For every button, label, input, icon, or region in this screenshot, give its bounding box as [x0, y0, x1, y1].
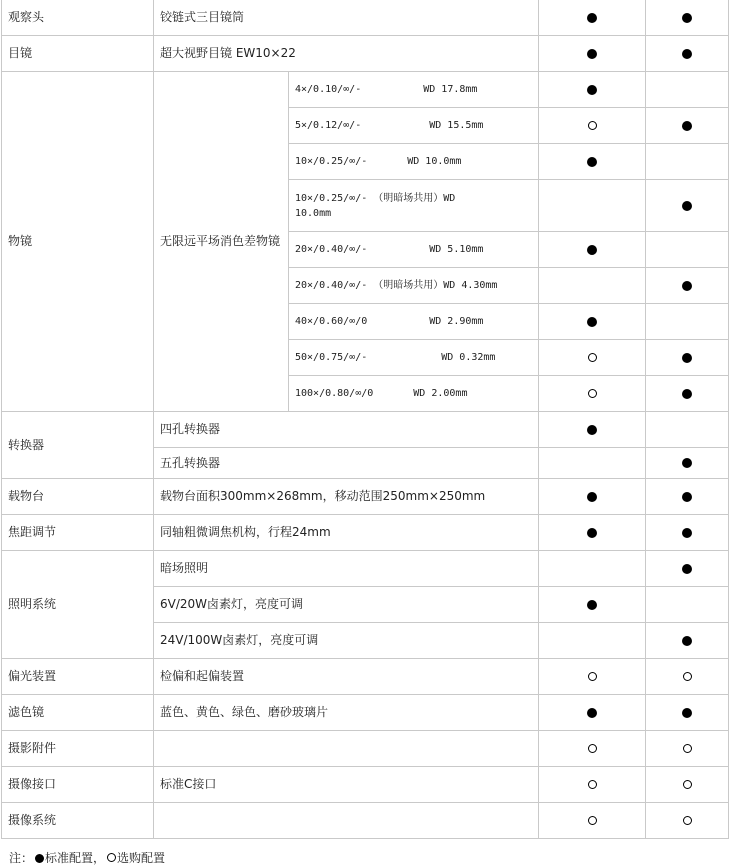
item-cell: 超大视野目镜 EW10×22 — [154, 36, 539, 72]
item-cell: 无限远平场消色差物镜 — [154, 72, 289, 412]
model2-mark — [646, 144, 729, 180]
category-cell: 摄像系统 — [2, 803, 154, 839]
optional-circle-icon — [107, 853, 116, 862]
optional-circle-icon — [588, 389, 597, 398]
model1-mark — [539, 587, 646, 623]
note-standard: 标准配置， — [45, 851, 106, 865]
lens-spec: 10×/0.25/∞/- WD 10.0mm — [289, 144, 539, 180]
item-cell: 检偏和起偏装置 — [154, 659, 539, 695]
model2-mark — [646, 36, 729, 72]
legend-note — [9, 849, 165, 866]
model2-mark — [646, 551, 729, 587]
standard-dot-icon — [682, 121, 692, 131]
standard-dot-icon — [682, 49, 692, 59]
note-optional: 选购配置 — [117, 851, 166, 865]
item-cell: 铰链式三目镜筒 — [154, 0, 539, 36]
model2-mark — [646, 232, 729, 268]
item-cell: 四孔转换器 — [154, 412, 539, 448]
optional-circle-icon — [588, 816, 597, 825]
model1-mark — [539, 731, 646, 767]
standard-dot-icon — [587, 13, 597, 23]
spec-table — [1, 0, 729, 839]
lens-spec: 20×/0.40/∞/- WD 5.10mm — [289, 232, 539, 268]
model2-mark — [646, 767, 729, 803]
table-row — [2, 36, 729, 72]
item-cell — [154, 803, 539, 839]
model1-mark — [539, 767, 646, 803]
lens-spec: 10×/0.25/∞/- （明暗场共用）WD 10.0mm — [289, 180, 539, 232]
category-cell: 照明系统 — [2, 551, 154, 659]
model1-mark — [539, 340, 646, 376]
table-row — [2, 412, 729, 448]
item-cell: 24V/100W卤素灯，亮度可调 — [154, 623, 539, 659]
category-cell: 目镜 — [2, 36, 154, 72]
model2-mark — [646, 659, 729, 695]
optional-circle-icon — [588, 744, 597, 753]
item-cell: 6V/20W卤素灯，亮度可调 — [154, 587, 539, 623]
model2-mark — [646, 108, 729, 144]
model1-mark — [539, 623, 646, 659]
model1-mark — [539, 72, 646, 108]
model2-mark — [646, 479, 729, 515]
standard-dot-icon — [682, 528, 692, 538]
optional-circle-icon — [588, 353, 597, 362]
standard-dot-icon — [682, 708, 692, 718]
model2-mark — [646, 623, 729, 659]
model2-mark — [646, 803, 729, 839]
category-cell: 载物台 — [2, 479, 154, 515]
model2-mark — [646, 412, 729, 448]
model1-mark — [539, 304, 646, 340]
table-row — [2, 72, 729, 108]
table-row — [2, 731, 729, 767]
optional-circle-icon — [588, 672, 597, 681]
standard-dot-icon — [587, 157, 597, 167]
model2-mark — [646, 180, 729, 232]
standard-dot-icon — [682, 389, 692, 399]
standard-dot-icon — [682, 636, 692, 646]
item-cell: 五孔转换器 — [154, 448, 539, 479]
model1-mark — [539, 695, 646, 731]
standard-dot-icon — [682, 458, 692, 468]
model1-mark — [539, 36, 646, 72]
note-prefix: 注： — [9, 851, 34, 865]
optional-circle-icon — [683, 672, 692, 681]
category-cell: 观察头 — [2, 0, 154, 36]
lens-spec: 50×/0.75/∞/- WD 0.32mm — [289, 340, 539, 376]
model2-mark — [646, 448, 729, 479]
model1-mark — [539, 108, 646, 144]
model2-mark — [646, 515, 729, 551]
optional-circle-icon — [683, 816, 692, 825]
standard-dot-icon — [587, 49, 597, 59]
model1-mark — [539, 376, 646, 412]
item-cell: 蓝色、黄色、绿色、磨砂玻璃片 — [154, 695, 539, 731]
item-cell: 载物台面积300mm×268mm，移动范围250mm×250mm — [154, 479, 539, 515]
model2-mark — [646, 340, 729, 376]
item-cell: 暗场照明 — [154, 551, 539, 587]
table-row — [2, 0, 729, 36]
optional-circle-icon — [588, 121, 597, 130]
model1-mark — [539, 232, 646, 268]
standard-dot-icon — [682, 281, 692, 291]
category-cell: 焦距调节 — [2, 515, 154, 551]
standard-dot-icon — [587, 85, 597, 95]
model2-mark — [646, 695, 729, 731]
standard-dot-icon — [587, 528, 597, 538]
model2-mark — [646, 72, 729, 108]
standard-dot-icon — [682, 13, 692, 23]
model1-mark — [539, 515, 646, 551]
model1-mark — [539, 551, 646, 587]
category-cell: 摄像接口 — [2, 767, 154, 803]
table-row — [2, 515, 729, 551]
category-cell: 摄影附件 — [2, 731, 154, 767]
table-row — [2, 695, 729, 731]
table-row — [2, 479, 729, 515]
standard-dot-icon — [682, 201, 692, 211]
optional-circle-icon — [683, 780, 692, 789]
optional-circle-icon — [683, 744, 692, 753]
model1-mark — [539, 412, 646, 448]
standard-dot-icon — [35, 854, 44, 863]
table-row — [2, 551, 729, 587]
lens-spec: 100×/0.80/∞/0 WD 2.00mm — [289, 376, 539, 412]
item-cell: 标准C接口 — [154, 767, 539, 803]
standard-dot-icon — [587, 492, 597, 502]
standard-dot-icon — [682, 353, 692, 363]
model1-mark — [539, 268, 646, 304]
category-cell: 偏光装置 — [2, 659, 154, 695]
table-row — [2, 659, 729, 695]
standard-dot-icon — [587, 600, 597, 610]
model2-mark — [646, 304, 729, 340]
item-cell — [154, 731, 539, 767]
model2-mark — [646, 268, 729, 304]
table-row — [2, 803, 729, 839]
lens-spec: 4×/0.10/∞/- WD 17.8mm — [289, 72, 539, 108]
lens-spec: 5×/0.12/∞/- WD 15.5mm — [289, 108, 539, 144]
model1-mark — [539, 659, 646, 695]
model2-mark — [646, 587, 729, 623]
model1-mark — [539, 0, 646, 36]
item-cell: 同轴粗微调焦机构，行程24mm — [154, 515, 539, 551]
standard-dot-icon — [587, 245, 597, 255]
model1-mark — [539, 803, 646, 839]
category-cell: 转换器 — [2, 412, 154, 479]
model2-mark — [646, 731, 729, 767]
standard-dot-icon — [587, 425, 597, 435]
standard-dot-icon — [682, 492, 692, 502]
model1-mark — [539, 180, 646, 232]
model2-mark — [646, 0, 729, 36]
optional-circle-icon — [588, 780, 597, 789]
category-cell: 滤色镜 — [2, 695, 154, 731]
lens-spec: 20×/0.40/∞/- （明暗场共用）WD 4.30mm — [289, 268, 539, 304]
standard-dot-icon — [587, 708, 597, 718]
category-cell: 物镜 — [2, 72, 154, 412]
model1-mark — [539, 479, 646, 515]
standard-dot-icon — [682, 564, 692, 574]
standard-dot-icon — [587, 317, 597, 327]
table-row — [2, 767, 729, 803]
model1-mark — [539, 144, 646, 180]
lens-spec: 40×/0.60/∞/0 WD 2.90mm — [289, 304, 539, 340]
model1-mark — [539, 448, 646, 479]
model2-mark — [646, 376, 729, 412]
